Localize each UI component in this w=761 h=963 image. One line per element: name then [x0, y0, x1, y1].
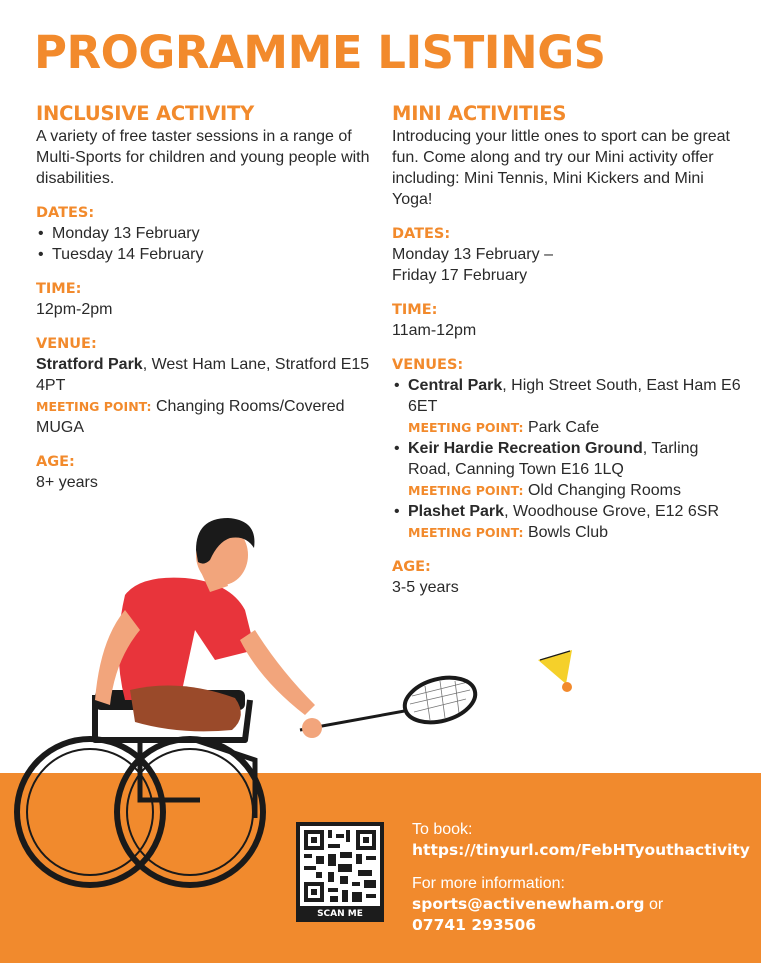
booking-link[interactable]: https://tinyurl.com/FebHTyouthactivity: [412, 841, 750, 859]
or-text: or: [644, 896, 664, 913]
page-title: PROGRAMME LISTINGS: [34, 26, 606, 79]
venue-name: Central Park: [408, 377, 503, 394]
mini-age: 3-5 years: [392, 579, 459, 596]
venue-name: Plashet Park: [408, 503, 505, 520]
mini-heading: MINI ACTIVITIES: [392, 102, 567, 125]
list-item: [392, 375, 742, 438]
inclusive-time: 12pm-2pm: [36, 301, 113, 318]
mini-description: Introducing your little ones to sport can be great fun. Come along and try our Mini activity offer including: Mini Tennis, Mini Kickers and Mini Yoga!: [392, 128, 730, 208]
book-label: To book:: [412, 821, 473, 838]
inclusive-venue: [36, 354, 376, 396]
qr-pattern: [300, 826, 380, 906]
venue-address: , Tarling Road, Canning Town E16 1LQ: [408, 440, 699, 478]
qr-code[interactable]: [296, 822, 384, 922]
inclusive-age: 8+ years: [36, 474, 98, 491]
venue-name: Stratford Park: [36, 356, 143, 373]
venue-address: , West Ham Lane, Stratford E15 4PT: [36, 356, 370, 394]
mini-venues-label: VENUES:: [392, 357, 464, 373]
meeting-point-label: MEETING POINT:: [408, 483, 524, 498]
inclusive-dates-label: DATES:: [36, 205, 95, 221]
mini-dates-label: DATES:: [392, 226, 451, 242]
inclusive-heading: INCLUSIVE ACTIVITY: [36, 102, 255, 125]
mini-age-label: AGE:: [392, 559, 431, 575]
inclusive-time-label: TIME:: [36, 281, 82, 297]
list-item: • Monday 13 February: [36, 223, 376, 244]
phone-link[interactable]: 07741 293506: [412, 916, 537, 934]
list-item: [392, 438, 742, 501]
venue-name: Keir Hardie Recreation Ground: [408, 440, 643, 457]
meeting-point-value: Old Changing Rooms: [527, 482, 681, 499]
info-label: For more information:: [412, 875, 565, 892]
meeting-point-label: MEETING POINT:: [408, 420, 524, 435]
meeting-point-value: Park Cafe: [527, 419, 600, 436]
inclusive-dates-list: [36, 223, 376, 265]
mini-dates: Monday 13 February – Friday 17 February: [392, 246, 553, 284]
meeting-point-value: Changing Rooms/Covered MUGA: [36, 398, 345, 436]
booking-info: [412, 820, 752, 935]
venue-address: , High Street South, East Ham E6 6ET: [408, 377, 741, 415]
meeting-point-label: MEETING POINT:: [408, 525, 524, 540]
email-link[interactable]: sports@activenewham.org: [412, 895, 645, 913]
mini-time: 11am-12pm: [392, 322, 477, 339]
venue-address: , Woodhouse Grove, E12 6SR: [504, 503, 719, 520]
qr-caption: SCAN ME: [317, 909, 363, 919]
inclusive-description: A variety of free taster sessions in a range of Multi-Sports for children and young people with disabilities.: [36, 128, 370, 187]
meeting-point-value: Bowls Club: [527, 524, 608, 541]
inclusive-age-label: AGE:: [36, 454, 75, 470]
list-item: • Tuesday 14 February: [36, 244, 376, 265]
meeting-point-label: MEETING POINT:: [36, 399, 152, 414]
inclusive-venue-label: VENUE:: [36, 336, 97, 352]
inclusive-meeting-point: [36, 396, 376, 438]
inclusive-activity-section: [36, 102, 376, 493]
mini-time-label: TIME:: [392, 302, 438, 318]
